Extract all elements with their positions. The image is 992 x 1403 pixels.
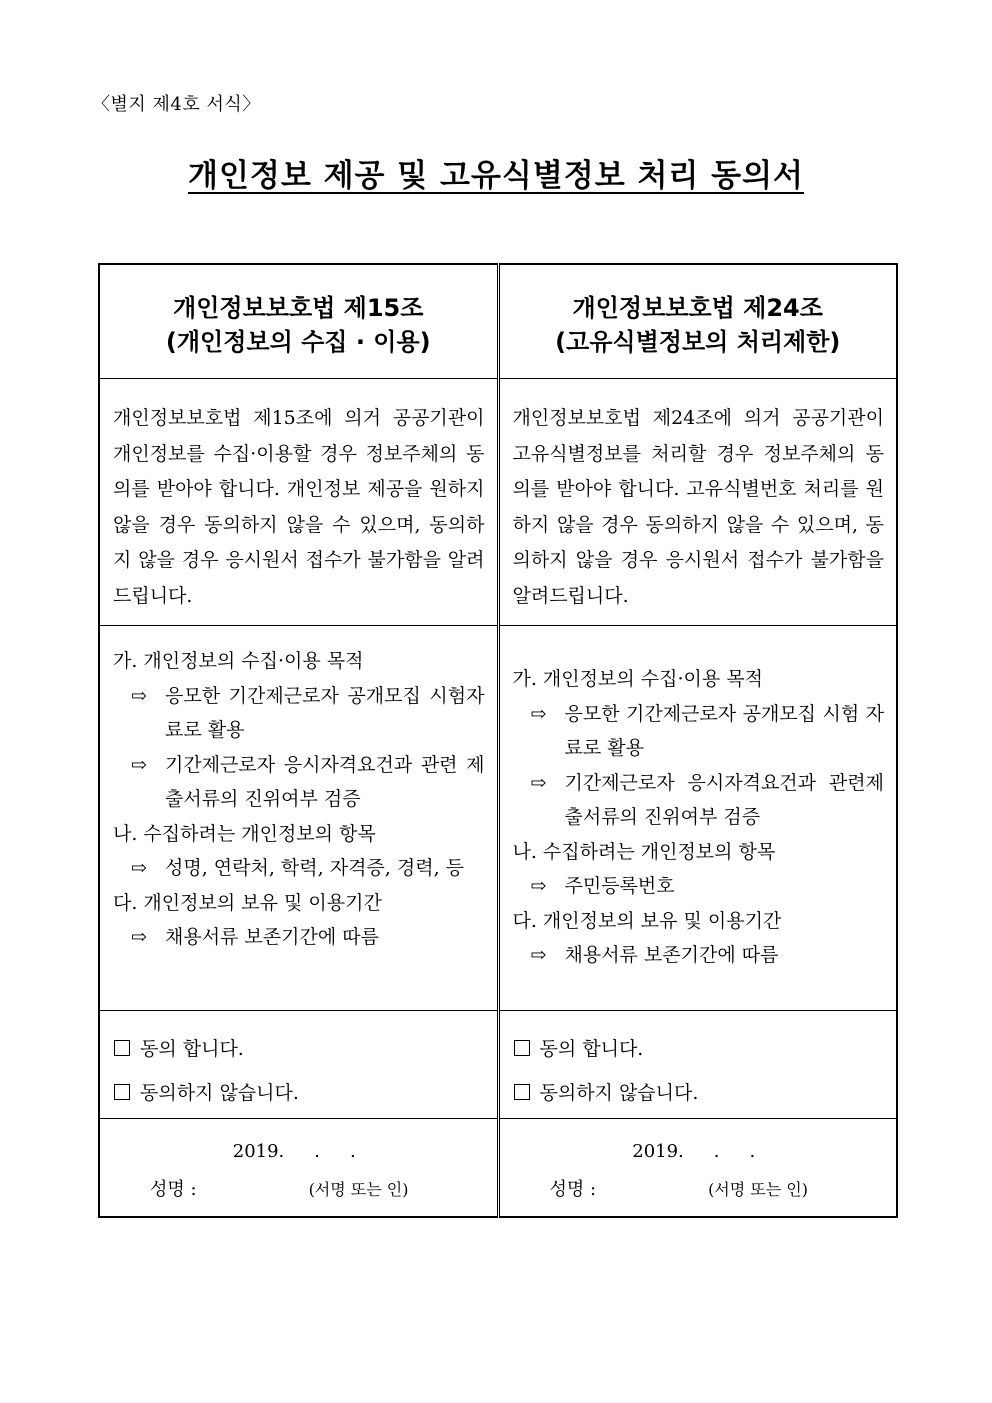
left-retention-title: 다. 개인정보의 보유 및 이용기간 <box>113 891 382 914</box>
left-name-label: 성명 : <box>150 1179 197 1200</box>
right-retention-title: 다. 개인정보의 보유 및 이용기간 <box>512 909 782 932</box>
left-retention-item <box>113 920 485 955</box>
left-purpose-item-1-text: 응모한 기간제근로자 공개모집 시험자료로 활용 <box>165 684 485 741</box>
right-items-cell <box>498 626 897 1011</box>
right-name-line[interactable] <box>500 1171 897 1209</box>
document-title-text: 개인정보 제공 및 고유식별정보 처리 동의서 <box>188 158 804 194</box>
consent-table <box>98 263 898 1218</box>
right-description: 개인정보보호법 제24조에 의거 공공기관이 고유식별정보를 처리할 경우 정보주체의 동의를 받아야 합니다. 고유식별번호 처리를 원하지 않을 경우 동의하지 않을 수 있으며, 동의하지 않을 경우 응시원서 접수가 불가함을 알려드립니다. <box>512 407 884 607</box>
arrow-icon: ⇨ <box>530 944 547 966</box>
left-purpose-item-2 <box>113 748 485 817</box>
right-description-cell <box>498 379 897 626</box>
arrow-icon: ⇨ <box>530 875 547 897</box>
left-description: 개인정보보호법 제15조에 의거 공공기관이 개인정보를 수집·이용할 경우 정보주체의 동의를 받아야 합니다. 개인정보 제공을 원하지 않을 경우 동의하지 않을 수 있으며, 동의하지 않을 경우 응시원서 접수가 불가함을 알려드립니다. <box>113 407 485 607</box>
empty-checkbox-icon[interactable] <box>114 1084 130 1100</box>
left-fields-item-text: 성명, 연락처, 학력, 자격증, 경력, 등 <box>165 857 464 879</box>
arrow-icon: ⇨ <box>530 702 547 725</box>
right-purpose-item-1-text: 응모한 기간제근로자 공개모집 시험 자료로 활용 <box>564 702 884 759</box>
left-heading-law: 개인정보보호법 제15조 <box>173 294 424 322</box>
right-purpose-item-2-text: 기간제근로자 응시자격요건과 관련제출서류의 진위여부 검증 <box>564 771 884 828</box>
right-date-month-dot: . <box>713 1141 720 1162</box>
arrow-icon: ⇨ <box>131 753 147 776</box>
right-signature-cell <box>498 1119 897 1218</box>
right-heading-cell <box>498 264 897 379</box>
right-date-line[interactable] <box>500 1133 897 1171</box>
arrow-icon: ⇨ <box>131 857 147 879</box>
right-purpose-item-1 <box>513 697 885 766</box>
left-items-cell <box>99 626 498 1011</box>
empty-checkbox-icon[interactable] <box>514 1084 530 1100</box>
arrow-icon: ⇨ <box>131 684 147 707</box>
right-agree-label: 동의 합니다. <box>539 1038 644 1060</box>
arrow-icon: ⇨ <box>530 771 547 794</box>
left-signature-cell <box>99 1119 498 1218</box>
left-disagree-label: 동의하지 않습니다. <box>140 1082 299 1104</box>
document-title <box>0 150 992 195</box>
right-agree-option[interactable] <box>514 1027 885 1071</box>
right-heading-subject: (고유식별정보의 처리제한) <box>555 328 841 356</box>
left-purpose-item-1 <box>113 679 485 748</box>
right-fields-item <box>513 869 885 904</box>
left-signature-note: (서명 또는 인) <box>308 1180 409 1199</box>
right-fields-item-text: 주민등록번호 <box>564 875 675 897</box>
empty-checkbox-icon[interactable] <box>514 1040 530 1056</box>
left-fields-title: 나. 수집하려는 개인정보의 항목 <box>113 822 376 845</box>
right-name-label: 성명 : <box>549 1179 597 1200</box>
form-number-label: 〈별지 제4호 서식〉 <box>92 94 261 115</box>
right-retention-item-text: 채용서류 보존기간에 따름 <box>564 944 779 966</box>
empty-checkbox-icon[interactable] <box>114 1040 130 1056</box>
right-disagree-option[interactable] <box>514 1071 885 1115</box>
right-signature-note: (서명 또는 인) <box>708 1180 808 1199</box>
right-purpose-title: 가. 개인정보의 수집·이용 목적 <box>512 668 763 690</box>
left-name-line[interactable] <box>100 1171 497 1209</box>
right-retention-item <box>513 938 885 973</box>
right-date-day-dot: . <box>749 1141 756 1162</box>
left-date-line[interactable] <box>100 1133 497 1171</box>
right-consent-cell <box>498 1011 897 1119</box>
left-purpose-item-2-text: 기간제근로자 응시자격요건과 관련 제출서류의 진위여부 검증 <box>165 753 485 810</box>
left-retention-item-text: 채용서류 보존기간에 따름 <box>165 926 379 948</box>
left-purpose-title: 가. 개인정보의 수집·이용 목적 <box>113 650 364 672</box>
left-heading-cell <box>99 264 498 379</box>
right-date-year: 2019. <box>632 1141 684 1162</box>
left-description-cell <box>99 379 498 626</box>
right-disagree-label: 동의하지 않습니다. <box>539 1082 699 1104</box>
left-date-month-dot: . <box>314 1141 321 1162</box>
left-date-year: 2019. <box>232 1141 285 1162</box>
right-fields-title: 나. 수집하려는 개인정보의 항목 <box>512 840 776 863</box>
arrow-icon: ⇨ <box>131 926 147 948</box>
left-heading-subject: (개인정보의 수집 · 이용) <box>165 328 431 356</box>
left-disagree-option[interactable] <box>114 1071 485 1115</box>
left-fields-item <box>113 851 485 886</box>
left-consent-cell <box>99 1011 498 1119</box>
left-date-day-dot: . <box>350 1141 356 1162</box>
right-purpose-item-2 <box>513 766 885 835</box>
left-agree-label: 동의 합니다. <box>140 1038 244 1060</box>
right-heading-law: 개인정보보호법 제24조 <box>572 294 823 322</box>
left-agree-option[interactable] <box>114 1027 485 1071</box>
